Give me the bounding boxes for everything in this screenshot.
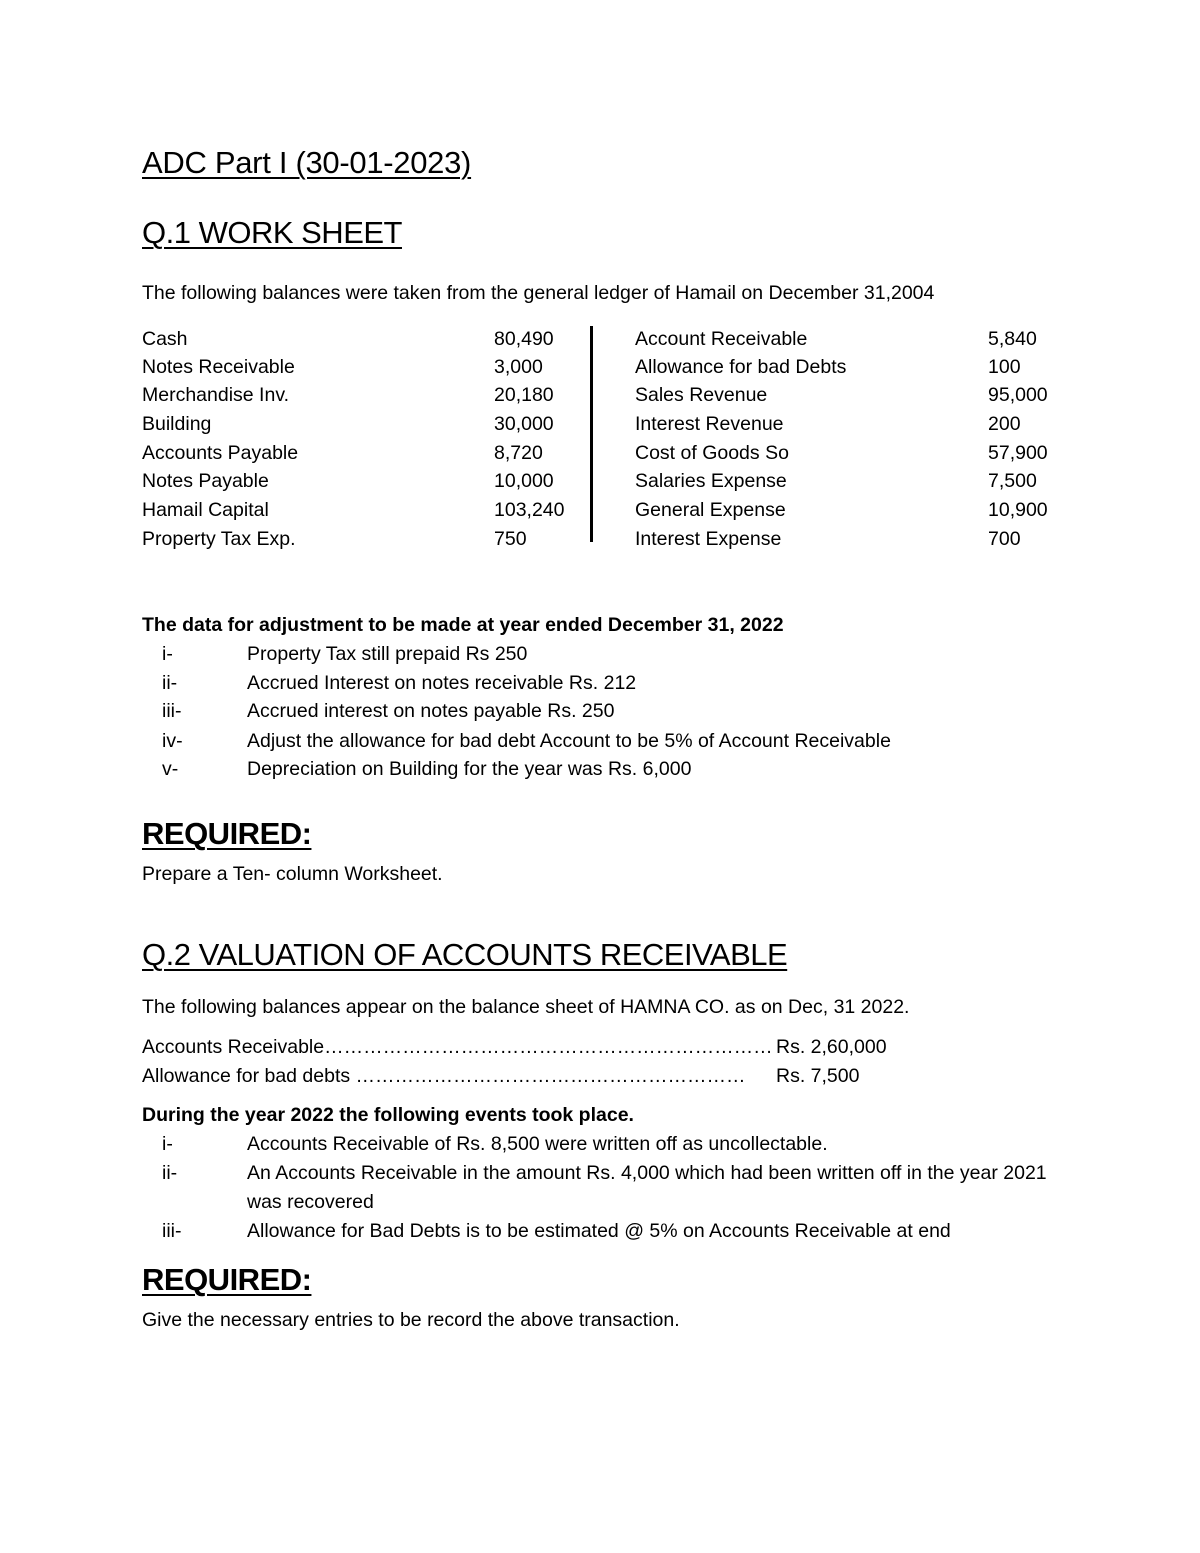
account-amount: 100 [988,356,1021,378]
account-amount: 57,900 [988,442,1048,464]
account-name: Interest Expense [635,528,782,550]
balance-row [142,1033,1062,1062]
document-title: ADC Part I (30-01-2023) [142,145,472,180]
q1-heading: Q.1 WORK SHEET [142,215,402,250]
ledger-row [142,410,1062,439]
account-amount: 10,900 [988,499,1048,521]
list-item-text: An Accounts Receivable in the amount Rs. 4,000 which had been written off in the year 2021 was recovered [247,1162,1047,1213]
ledger-row [142,381,1062,410]
list-item-text: Property Tax still prepaid Rs 250 [247,643,528,665]
list-item-number: iii- [162,1220,182,1242]
account-name: Hamail Capital [142,499,269,521]
account-name: Salaries Expense [635,470,787,492]
account-amount: 700 [988,528,1021,550]
list-item-text: Accrued Interest on notes receivable Rs. 212 [247,672,637,694]
ledger-row [142,439,1062,468]
q2-intro: The following balances appear on the balance sheet of HAMNA CO. as on Dec, 31 2022. [142,996,910,1018]
column-divider [590,326,593,542]
adjustment-heading: The data for adjustment to be made at year ended December 31, 2022 [142,614,784,636]
account-amount: 8,720 [494,442,543,464]
account-name: Accounts Payable [142,442,299,464]
account-amount: 7,500 [988,470,1037,492]
list-item-text: Accounts Receivable of Rs. 8,500 were written off as uncollectable. [247,1133,828,1155]
list-item [142,1159,1062,1217]
balance-label: Accounts Receivable…………………………………………………………… [142,1036,773,1058]
account-amount: 3,000 [494,356,543,378]
list-item-number: iii- [162,700,182,722]
account-name: Notes Receivable [142,356,295,378]
account-name: Property Tax Exp. [142,528,296,550]
q2-heading: Q.2 VALUATION OF ACCOUNTS RECEIVABLE [142,937,788,972]
ledger-row [142,525,1062,554]
account-amount: 5,840 [988,328,1037,350]
list-item-number: i- [162,643,173,665]
list-item-number: v- [162,758,179,780]
balance-amount: Rs. 7,500 [776,1065,860,1087]
account-name: Notes Payable [142,470,269,492]
q2-required-heading: REQUIRED: [142,1262,312,1297]
list-item-text: Adjust the allowance for bad debt Account to be 5% of Account Receivable [247,730,891,752]
balance-row [142,1062,1062,1091]
account-name: Merchandise Inv. [142,384,290,406]
account-amount: 200 [988,413,1021,435]
account-name: Allowance for bad Debts [635,356,847,378]
account-name: Interest Revenue [635,413,784,435]
balance-amount: Rs. 2,60,000 [776,1036,887,1058]
ledger-row [142,325,1062,354]
q1-required-heading: REQUIRED: [142,816,312,851]
list-item-text: Allowance for Bad Debts is to be estimated @ 5% on Accounts Receivable at end [247,1220,951,1242]
account-amount: 80,490 [494,328,554,350]
list-item-number: ii- [162,672,178,694]
list-item-text: Accrued interest on notes payable Rs. 250 [247,700,615,722]
list-item-text: Depreciation on Building for the year was Rs. 6,000 [247,758,692,780]
ledger-row [142,496,1062,525]
q1-required-text: Prepare a Ten- column Worksheet. [142,863,443,885]
ledger-row [142,467,1062,496]
account-name: Cost of Goods So [635,442,789,464]
q1-intro: The following balances were taken from the general ledger of Hamail on December 31,2004 [142,282,935,304]
account-amount: 20,180 [494,384,554,406]
account-amount: 103,240 [494,499,565,521]
account-name: General Expense [635,499,786,521]
account-name: Account Receivable [635,328,808,350]
ledger-row [142,353,1062,382]
account-name: Cash [142,328,188,350]
list-item-number: iv- [162,730,183,752]
q2-required-text: Give the necessary entries to be record the above transaction. [142,1309,680,1331]
account-amount: 95,000 [988,384,1048,406]
account-amount: 10,000 [494,470,554,492]
balance-label: Allowance for bad debts …………………………………………………… [142,1065,746,1087]
account-name: Building [142,413,212,435]
list-item-number: ii- [162,1162,178,1184]
events-heading: During the year 2022 the following events took place. [142,1104,634,1126]
account-name: Sales Revenue [635,384,768,406]
account-amount: 30,000 [494,413,554,435]
account-amount: 750 [494,528,527,550]
list-item-number: i- [162,1133,173,1155]
